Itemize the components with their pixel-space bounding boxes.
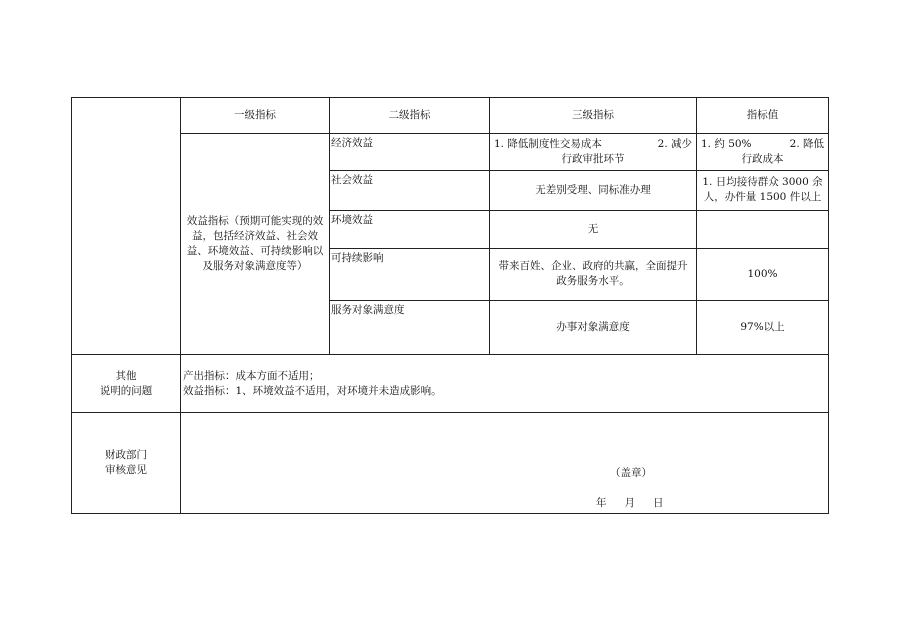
other-issues-line1: 产出指标：成本方面不适用； (183, 370, 320, 383)
value-sustainable: 100% (697, 248, 829, 300)
level2-social: 社会效益 (330, 171, 490, 210)
performance-table (71, 97, 829, 514)
year-label: 年 (596, 497, 607, 510)
other-issues-label-line1: 其他 (115, 369, 137, 382)
value-economic-b: 2. 降低 (789, 138, 824, 151)
finance-review-label (72, 413, 181, 514)
finance-review-label-line1: 财政部门 (105, 449, 147, 462)
value-social: 1. 日均接待群众 3000 余人，办件量 1500 件以上 (697, 171, 829, 210)
level3-sustainable: 带来百姓、企业、政府的共赢，全面提升政务服务水平。 (490, 248, 697, 300)
level3-economic (490, 134, 697, 171)
header-row (72, 98, 829, 134)
finance-review-opinion (181, 413, 829, 514)
value-economic-c: 行政成本 (741, 153, 784, 166)
value-economic (697, 134, 829, 171)
level3-social: 无差别受理、同标准办理 (490, 171, 697, 210)
header-value: 指标值 (697, 98, 829, 134)
level2-environment: 环境效益 (330, 210, 490, 248)
date-line (596, 496, 664, 511)
table-row (72, 134, 829, 171)
level2-economic: 经济效益 (330, 134, 490, 171)
header-level2: 二级指标 (330, 98, 490, 134)
level3-economic-a: 1. 降低制度性交易成本 (494, 138, 602, 151)
value-environment (697, 210, 829, 248)
other-issues-row (72, 355, 829, 413)
level3-satisfaction: 办事对象满意度 (490, 300, 697, 354)
level3-economic-b: 2. 减少 (657, 138, 692, 151)
other-issues-label-line2: 说明的问题 (99, 384, 153, 397)
blank-left-cell (72, 98, 181, 355)
seal-label: （盖章） (610, 467, 652, 480)
value-satisfaction: 97%以上 (697, 300, 829, 354)
finance-review-row (72, 413, 829, 514)
header-level1: 一级指标 (181, 98, 330, 134)
day-label: 日 (653, 497, 664, 510)
level3-economic-c: 行政审批环节 (561, 153, 625, 166)
other-issues-label (72, 355, 181, 413)
month-label: 月 (624, 497, 635, 510)
level2-satisfaction: 服务对象满意度 (330, 300, 490, 354)
value-economic-a: 1. 约 50% (701, 138, 752, 151)
finance-review-label-line2: 审核意见 (105, 464, 147, 477)
level2-sustainable: 可持续影响 (330, 248, 490, 300)
benefit-category: 效益指标（预期可能实现的效益，包括经济效益、社会效益、环境效益、可持续影响以及服务对象满意度等） (181, 134, 330, 355)
level3-environment: 无 (490, 210, 697, 248)
other-issues-line2: 效益指标：1、环境效益不适用，对环境并未造成影响。 (183, 385, 442, 398)
other-issues-text (181, 355, 829, 413)
header-level3: 三级指标 (490, 98, 697, 134)
